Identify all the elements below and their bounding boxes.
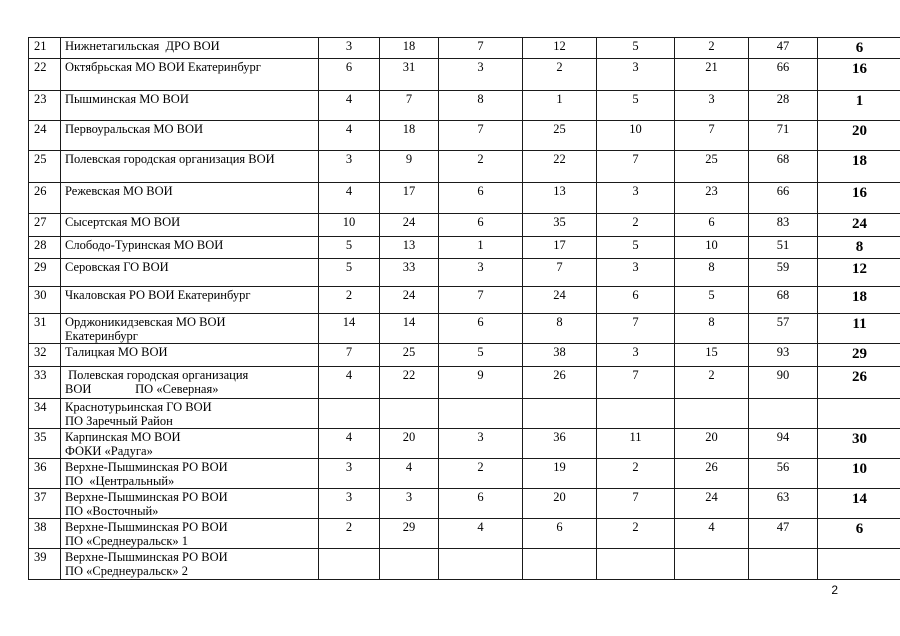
score-cell: 5	[319, 259, 380, 287]
score-cell: 3	[439, 259, 523, 287]
place-cell	[818, 549, 900, 580]
place-cell: 16	[818, 183, 900, 214]
score-cell: 20	[523, 489, 597, 519]
score-cell: 68	[749, 151, 818, 183]
score-cell: 13	[523, 183, 597, 214]
score-cell: 17	[523, 237, 597, 259]
table-row	[29, 429, 900, 459]
score-cell: 47	[749, 38, 818, 59]
score-cell: 56	[749, 459, 818, 489]
place-cell: 14	[818, 489, 900, 519]
row-number: 32	[29, 344, 61, 367]
organization-name: Чкаловская РО ВОИ Екатеринбург	[61, 287, 319, 314]
score-cell: 24	[380, 287, 439, 314]
score-cell	[523, 549, 597, 580]
score-cell: 7	[439, 287, 523, 314]
score-cell: 15	[675, 344, 749, 367]
score-cell: 4	[319, 91, 380, 121]
score-cell: 7	[597, 151, 675, 183]
score-cell: 22	[380, 367, 439, 399]
score-cell: 18	[380, 121, 439, 151]
score-cell: 63	[749, 489, 818, 519]
organization-name: Первоуральская МО ВОИ	[61, 121, 319, 151]
score-cell: 5	[597, 237, 675, 259]
row-number: 38	[29, 519, 61, 549]
score-cell: 6	[439, 214, 523, 237]
table-row	[29, 549, 900, 580]
score-cell: 8	[675, 314, 749, 344]
score-cell: 6	[597, 287, 675, 314]
results-table	[28, 37, 900, 580]
organization-name: Верхне-Пышминская РО ВОИ ПО «Восточный»	[61, 489, 319, 519]
score-cell: 24	[675, 489, 749, 519]
score-cell: 19	[523, 459, 597, 489]
organization-name: Сысертская МО ВОИ	[61, 214, 319, 237]
table-row	[29, 519, 900, 549]
score-cell: 12	[523, 38, 597, 59]
score-cell: 3	[597, 183, 675, 214]
score-cell: 5	[597, 38, 675, 59]
place-cell: 20	[818, 121, 900, 151]
table-row	[29, 459, 900, 489]
score-cell: 6	[439, 183, 523, 214]
score-cell: 3	[439, 429, 523, 459]
place-cell: 18	[818, 151, 900, 183]
table-row	[29, 314, 900, 344]
score-cell: 7	[597, 489, 675, 519]
score-cell: 4	[319, 429, 380, 459]
table-row	[29, 121, 900, 151]
score-cell: 38	[523, 344, 597, 367]
score-cell: 24	[523, 287, 597, 314]
score-cell: 1	[439, 237, 523, 259]
score-cell: 2	[439, 151, 523, 183]
organization-name: Верхне-Пышминская РО ВОИ ПО «Центральный»	[61, 459, 319, 489]
score-cell	[380, 549, 439, 580]
score-cell: 2	[597, 519, 675, 549]
score-cell: 1	[523, 91, 597, 121]
score-cell: 7	[675, 121, 749, 151]
place-cell: 29	[818, 344, 900, 367]
score-cell: 31	[380, 59, 439, 91]
table-row	[29, 259, 900, 287]
score-cell: 4	[319, 121, 380, 151]
row-number: 29	[29, 259, 61, 287]
place-cell: 26	[818, 367, 900, 399]
row-number: 37	[29, 489, 61, 519]
score-cell: 2	[597, 214, 675, 237]
score-cell: 26	[523, 367, 597, 399]
score-cell: 66	[749, 183, 818, 214]
row-number: 34	[29, 399, 61, 429]
score-cell: 24	[380, 214, 439, 237]
score-cell: 94	[749, 429, 818, 459]
score-cell: 3	[380, 489, 439, 519]
row-number: 21	[29, 38, 61, 59]
row-number: 23	[29, 91, 61, 121]
organization-name: Полевская городская организация ВОИ ПО «Северная»	[61, 367, 319, 399]
score-cell: 17	[380, 183, 439, 214]
place-cell: 1	[818, 91, 900, 121]
table-row	[29, 367, 900, 399]
score-cell: 21	[675, 59, 749, 91]
score-cell: 4	[439, 519, 523, 549]
organization-name: Краснотурьинская ГО ВОИ ПО Заречный Район	[61, 399, 319, 429]
table-row	[29, 214, 900, 237]
organization-name: Пышминская МО ВОИ	[61, 91, 319, 121]
score-cell: 7	[439, 38, 523, 59]
score-cell: 14	[319, 314, 380, 344]
score-cell: 9	[380, 151, 439, 183]
organization-name: Верхне-Пышминская РО ВОИ ПО «Среднеуральск» 2	[61, 549, 319, 580]
score-cell	[380, 399, 439, 429]
place-cell: 16	[818, 59, 900, 91]
table-row	[29, 91, 900, 121]
page-number: 2	[831, 583, 838, 597]
score-cell: 71	[749, 121, 818, 151]
score-cell: 6	[439, 489, 523, 519]
place-cell: 18	[818, 287, 900, 314]
row-number: 33	[29, 367, 61, 399]
place-cell: 24	[818, 214, 900, 237]
score-cell: 3	[597, 59, 675, 91]
score-cell: 5	[319, 237, 380, 259]
organization-name: Слободо-Туринская МО ВОИ	[61, 237, 319, 259]
score-cell: 23	[675, 183, 749, 214]
score-cell: 6	[439, 314, 523, 344]
place-cell: 12	[818, 259, 900, 287]
score-cell: 2	[675, 367, 749, 399]
score-cell: 22	[523, 151, 597, 183]
table-row	[29, 287, 900, 314]
score-cell: 90	[749, 367, 818, 399]
table-row	[29, 237, 900, 259]
row-number: 31	[29, 314, 61, 344]
row-number: 27	[29, 214, 61, 237]
score-cell: 25	[675, 151, 749, 183]
score-cell: 66	[749, 59, 818, 91]
score-cell: 2	[675, 38, 749, 59]
score-cell: 2	[319, 287, 380, 314]
score-cell: 7	[523, 259, 597, 287]
score-cell	[439, 549, 523, 580]
score-cell	[749, 549, 818, 580]
table-row	[29, 38, 900, 59]
score-cell: 5	[675, 287, 749, 314]
score-cell: 8	[523, 314, 597, 344]
score-cell	[675, 549, 749, 580]
score-cell: 25	[380, 344, 439, 367]
organization-name: Полевская городская организация ВОИ	[61, 151, 319, 183]
row-number: 36	[29, 459, 61, 489]
score-cell	[597, 549, 675, 580]
row-number: 28	[29, 237, 61, 259]
row-number: 30	[29, 287, 61, 314]
score-cell: 18	[380, 38, 439, 59]
row-number: 35	[29, 429, 61, 459]
score-cell: 3	[675, 91, 749, 121]
score-cell: 2	[523, 59, 597, 91]
table-row	[29, 489, 900, 519]
organization-name: Режевская МО ВОИ	[61, 183, 319, 214]
score-cell	[597, 399, 675, 429]
score-cell: 14	[380, 314, 439, 344]
table-row	[29, 344, 900, 367]
score-cell: 2	[319, 519, 380, 549]
score-cell: 7	[439, 121, 523, 151]
score-cell: 10	[319, 214, 380, 237]
score-cell: 20	[380, 429, 439, 459]
score-cell: 3	[597, 344, 675, 367]
organization-name: Орджоникидзевская МО ВОИ Екатеринбург	[61, 314, 319, 344]
table-row	[29, 399, 900, 429]
score-cell: 47	[749, 519, 818, 549]
place-cell: 6	[818, 38, 900, 59]
row-number: 39	[29, 549, 61, 580]
score-cell: 11	[597, 429, 675, 459]
score-cell: 20	[675, 429, 749, 459]
score-cell: 83	[749, 214, 818, 237]
score-cell: 4	[319, 367, 380, 399]
score-cell: 26	[675, 459, 749, 489]
score-cell: 6	[319, 59, 380, 91]
score-cell: 59	[749, 259, 818, 287]
score-cell	[439, 399, 523, 429]
score-cell	[319, 399, 380, 429]
score-cell: 5	[439, 344, 523, 367]
score-cell: 10	[675, 237, 749, 259]
score-cell: 3	[319, 459, 380, 489]
score-cell: 93	[749, 344, 818, 367]
score-cell: 4	[380, 459, 439, 489]
score-cell	[319, 549, 380, 580]
score-cell: 8	[675, 259, 749, 287]
organization-name: Октябрьская МО ВОИ Екатеринбург	[61, 59, 319, 91]
organization-name: Карпинская МО ВОИ ФОКИ «Радуга»	[61, 429, 319, 459]
organization-name: Верхне-Пышминская РО ВОИ ПО «Среднеуральск» 1	[61, 519, 319, 549]
row-number: 24	[29, 121, 61, 151]
place-cell: 30	[818, 429, 900, 459]
score-cell: 3	[319, 38, 380, 59]
score-cell: 33	[380, 259, 439, 287]
score-cell: 13	[380, 237, 439, 259]
place-cell	[818, 399, 900, 429]
score-cell	[749, 399, 818, 429]
score-cell: 25	[523, 121, 597, 151]
score-cell: 7	[319, 344, 380, 367]
score-cell: 57	[749, 314, 818, 344]
score-cell: 3	[319, 489, 380, 519]
score-cell: 36	[523, 429, 597, 459]
score-cell	[523, 399, 597, 429]
score-cell: 3	[439, 59, 523, 91]
organization-name: Нижнетагильская ДРО ВОИ	[61, 38, 319, 59]
score-cell: 4	[319, 183, 380, 214]
score-cell: 7	[597, 314, 675, 344]
score-cell: 7	[597, 367, 675, 399]
place-cell: 6	[818, 519, 900, 549]
row-number: 26	[29, 183, 61, 214]
score-cell: 4	[675, 519, 749, 549]
row-number: 22	[29, 59, 61, 91]
row-number: 25	[29, 151, 61, 183]
organization-name: Талицкая МО ВОИ	[61, 344, 319, 367]
table-row	[29, 183, 900, 214]
score-cell: 2	[597, 459, 675, 489]
score-cell: 9	[439, 367, 523, 399]
table-body	[29, 38, 900, 580]
score-cell: 51	[749, 237, 818, 259]
table-row	[29, 151, 900, 183]
score-cell: 3	[597, 259, 675, 287]
score-cell: 3	[319, 151, 380, 183]
place-cell: 10	[818, 459, 900, 489]
score-cell: 6	[523, 519, 597, 549]
score-cell: 6	[675, 214, 749, 237]
organization-name: Серовская ГО ВОИ	[61, 259, 319, 287]
table-row	[29, 59, 900, 91]
score-cell: 7	[380, 91, 439, 121]
place-cell: 11	[818, 314, 900, 344]
place-cell: 8	[818, 237, 900, 259]
score-cell: 8	[439, 91, 523, 121]
score-cell: 68	[749, 287, 818, 314]
score-cell: 29	[380, 519, 439, 549]
score-cell: 2	[439, 459, 523, 489]
score-cell: 5	[597, 91, 675, 121]
score-cell: 28	[749, 91, 818, 121]
score-cell: 35	[523, 214, 597, 237]
score-cell	[675, 399, 749, 429]
score-cell: 10	[597, 121, 675, 151]
